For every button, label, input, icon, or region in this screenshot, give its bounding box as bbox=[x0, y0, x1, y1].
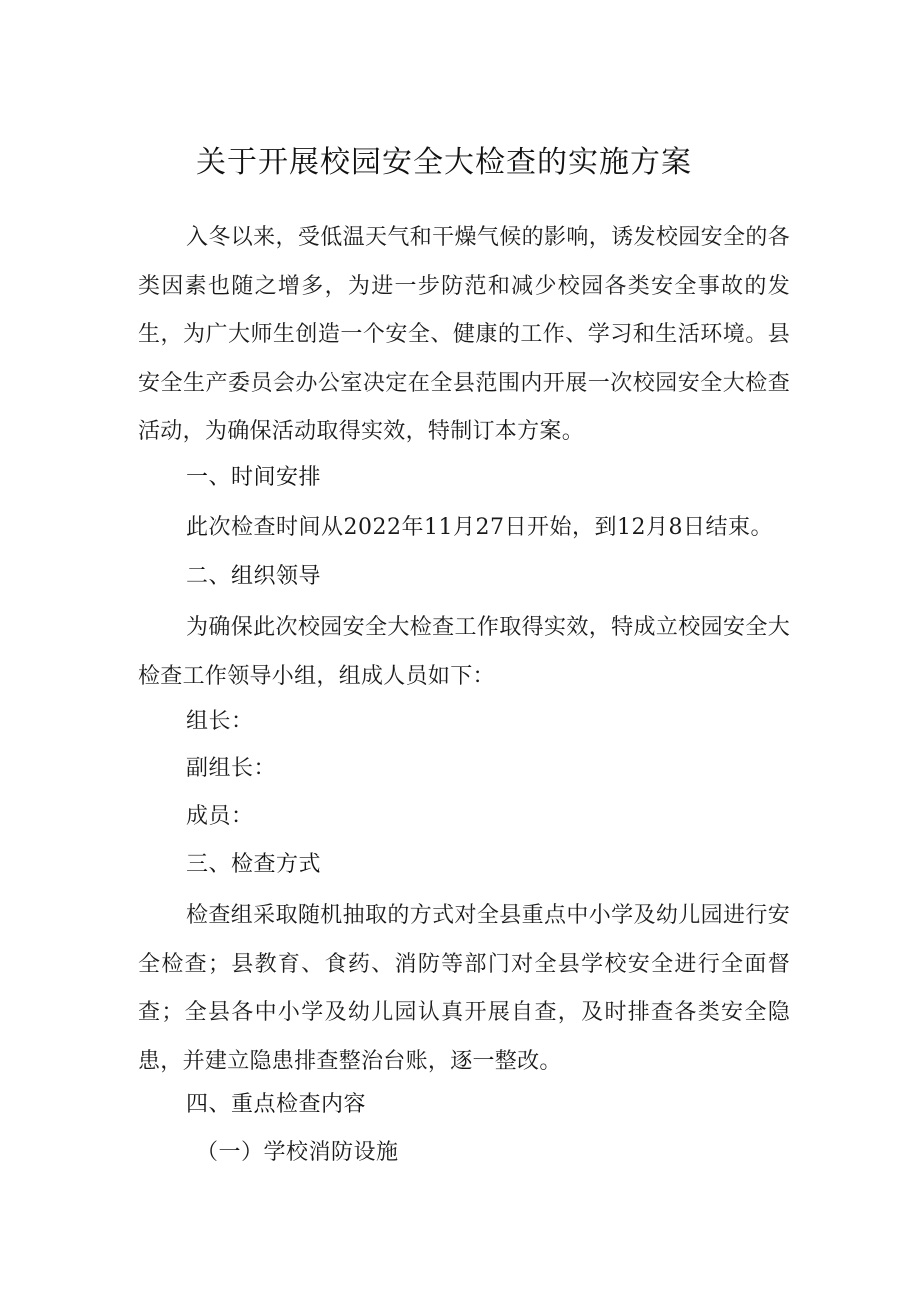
document-title: 关于开展校园安全大检查的实施方案 bbox=[196, 145, 692, 180]
section-heading-key-content: 四、重点检查内容 bbox=[186, 1092, 367, 1117]
section-heading-method: 三、检查方式 bbox=[186, 852, 322, 877]
section-heading-organization: 二、组织领导 bbox=[186, 564, 322, 589]
subsection-fire-facilities: （一）学校消防设施 bbox=[196, 1140, 399, 1165]
members-line: 成员： bbox=[186, 804, 254, 829]
deputy-leader-line: 副组长： bbox=[186, 756, 277, 781]
intro-paragraph: 入冬以来，受低温天气和干燥气候的影响，诱发校园安全的各类因素也随之增多，为进一步防范和减少校园各类安全事故的发生，为广大师生创造一个安全、健康的工作、学习和生活环境。县安全生产委员会办公室决定在全县范围内开展一次校园安全大检查活动，为确保活动取得实效，特制订本方案。 bbox=[138, 225, 790, 444]
method-paragraph: 检查组采取随机抽取的方式对全县重点中小学及幼儿园进行安全检查；县教育、食药、消防等部门对全县学校安全进行全面督查；全县各中小学及幼儿园认真开展自查，及时排查各类安全隐患，并建立隐患排查整治台账，逐一整改。 bbox=[138, 903, 790, 1074]
section-heading-schedule: 一、时间安排 bbox=[186, 465, 322, 490]
organization-paragraph: 为确保此次校园安全大检查工作取得实效，特成立校园安全大检查工作领导小组，组成人员如下： bbox=[138, 615, 790, 689]
leader-line: 组长： bbox=[186, 709, 254, 734]
schedule-text: 此次检查时间从2022年11月27日开始，到12月8日结束。 bbox=[186, 515, 773, 540]
